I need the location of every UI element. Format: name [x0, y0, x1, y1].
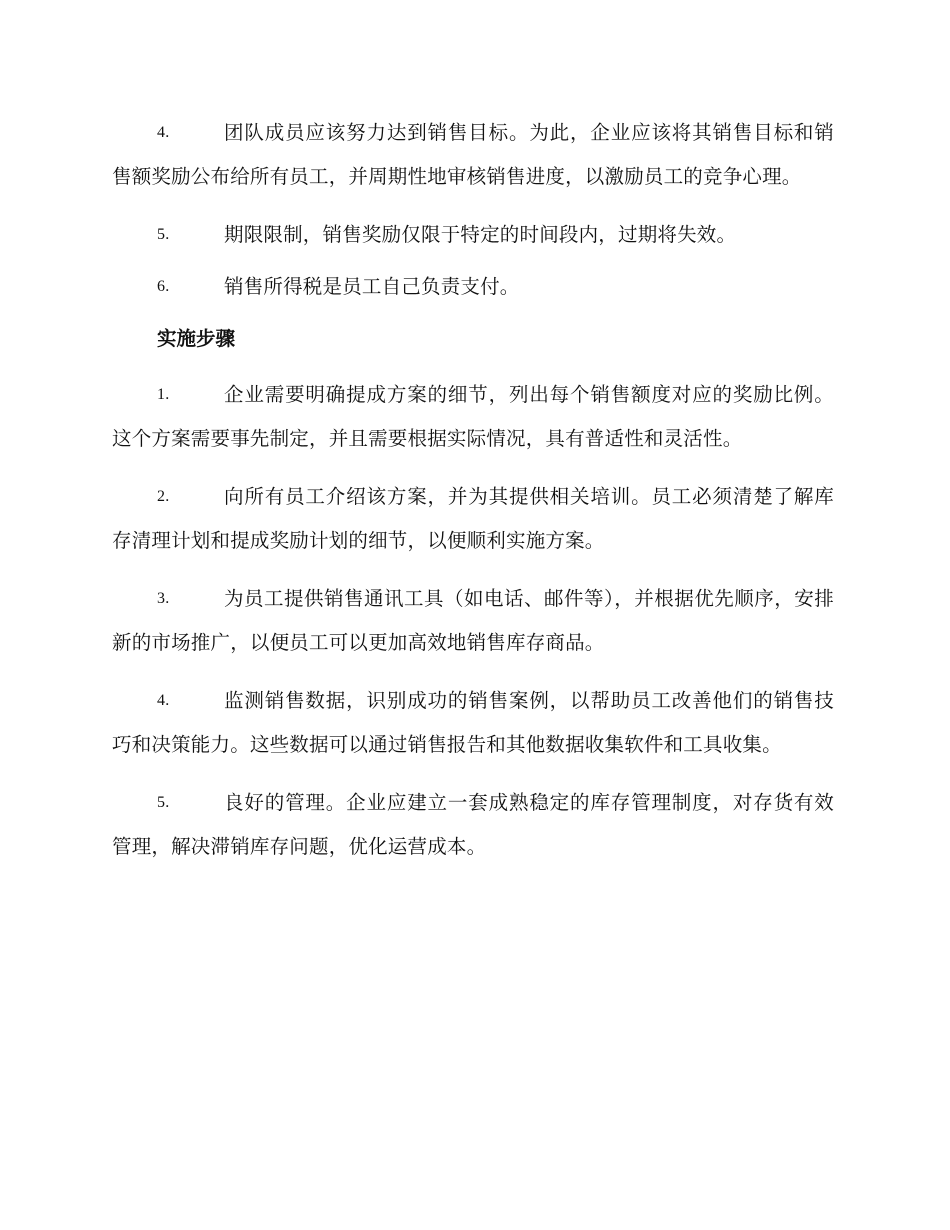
section-heading: 实施步骤 — [157, 327, 236, 350]
list-item-text: 良好的管理。企业应建立一套成熟稳定的库存管理制度，对存货有效管理，解决滞销库存问题，优化运营成本。 — [112, 791, 834, 858]
list-item-text: 监测销售数据，识别成功的销售案例，以帮助员工改善他们的销售技巧和决策能力。这些数据可以通过销售报告和其他数据收集软件和工具收集。 — [112, 689, 834, 756]
list-item-number: 5. — [157, 226, 170, 243]
list-item-number: 4. — [157, 692, 170, 709]
list-item-number: 2. — [157, 488, 170, 505]
list-item-number: 6. — [157, 278, 170, 295]
list-item-text: 企业需要明确提成方案的细节，列出每个销售额度对应的奖励比例。这个方案需要事先制定，并且需要根据实际情况，具有普适性和灵活性。 — [112, 383, 834, 450]
list-item-text: 期限限制，销售奖励仅限于特定的时间段内，过期将失效。 — [224, 223, 737, 246]
list-item-text: 团队成员应该努力达到销售目标。为此，企业应该将其销售目标和销售额奖励公布给所有员工，并周期性地审核销售进度，以激励员工的竞争心理。 — [112, 121, 834, 188]
list-item-text: 为员工提供销售通讯工具（如电话、邮件等），并根据优先顺序，安排新的市场推广，以便员工可以更加高效地销售库存商品。 — [112, 587, 834, 654]
list-item-number: 3. — [157, 590, 170, 607]
list-item — [112, 111, 834, 199]
list-item-number: 5. — [157, 794, 170, 811]
list-item-text: 向所有员工介绍该方案，并为其提供相关培训。员工必须清楚了解库存清理计划和提成奖励计划的细节，以便顺利实施方案。 — [112, 485, 834, 552]
list-item — [112, 213, 834, 257]
document-body — [112, 111, 834, 869]
list-item-number: 1. — [157, 386, 170, 403]
list-item — [112, 373, 834, 461]
list-item — [112, 577, 834, 665]
list-item — [112, 475, 834, 563]
list-item — [112, 781, 834, 869]
list-item — [112, 265, 834, 309]
list-item-number: 4. — [157, 124, 170, 141]
list-item — [112, 679, 834, 767]
list-item-text: 销售所得税是员工自己负责支付。 — [224, 275, 520, 298]
